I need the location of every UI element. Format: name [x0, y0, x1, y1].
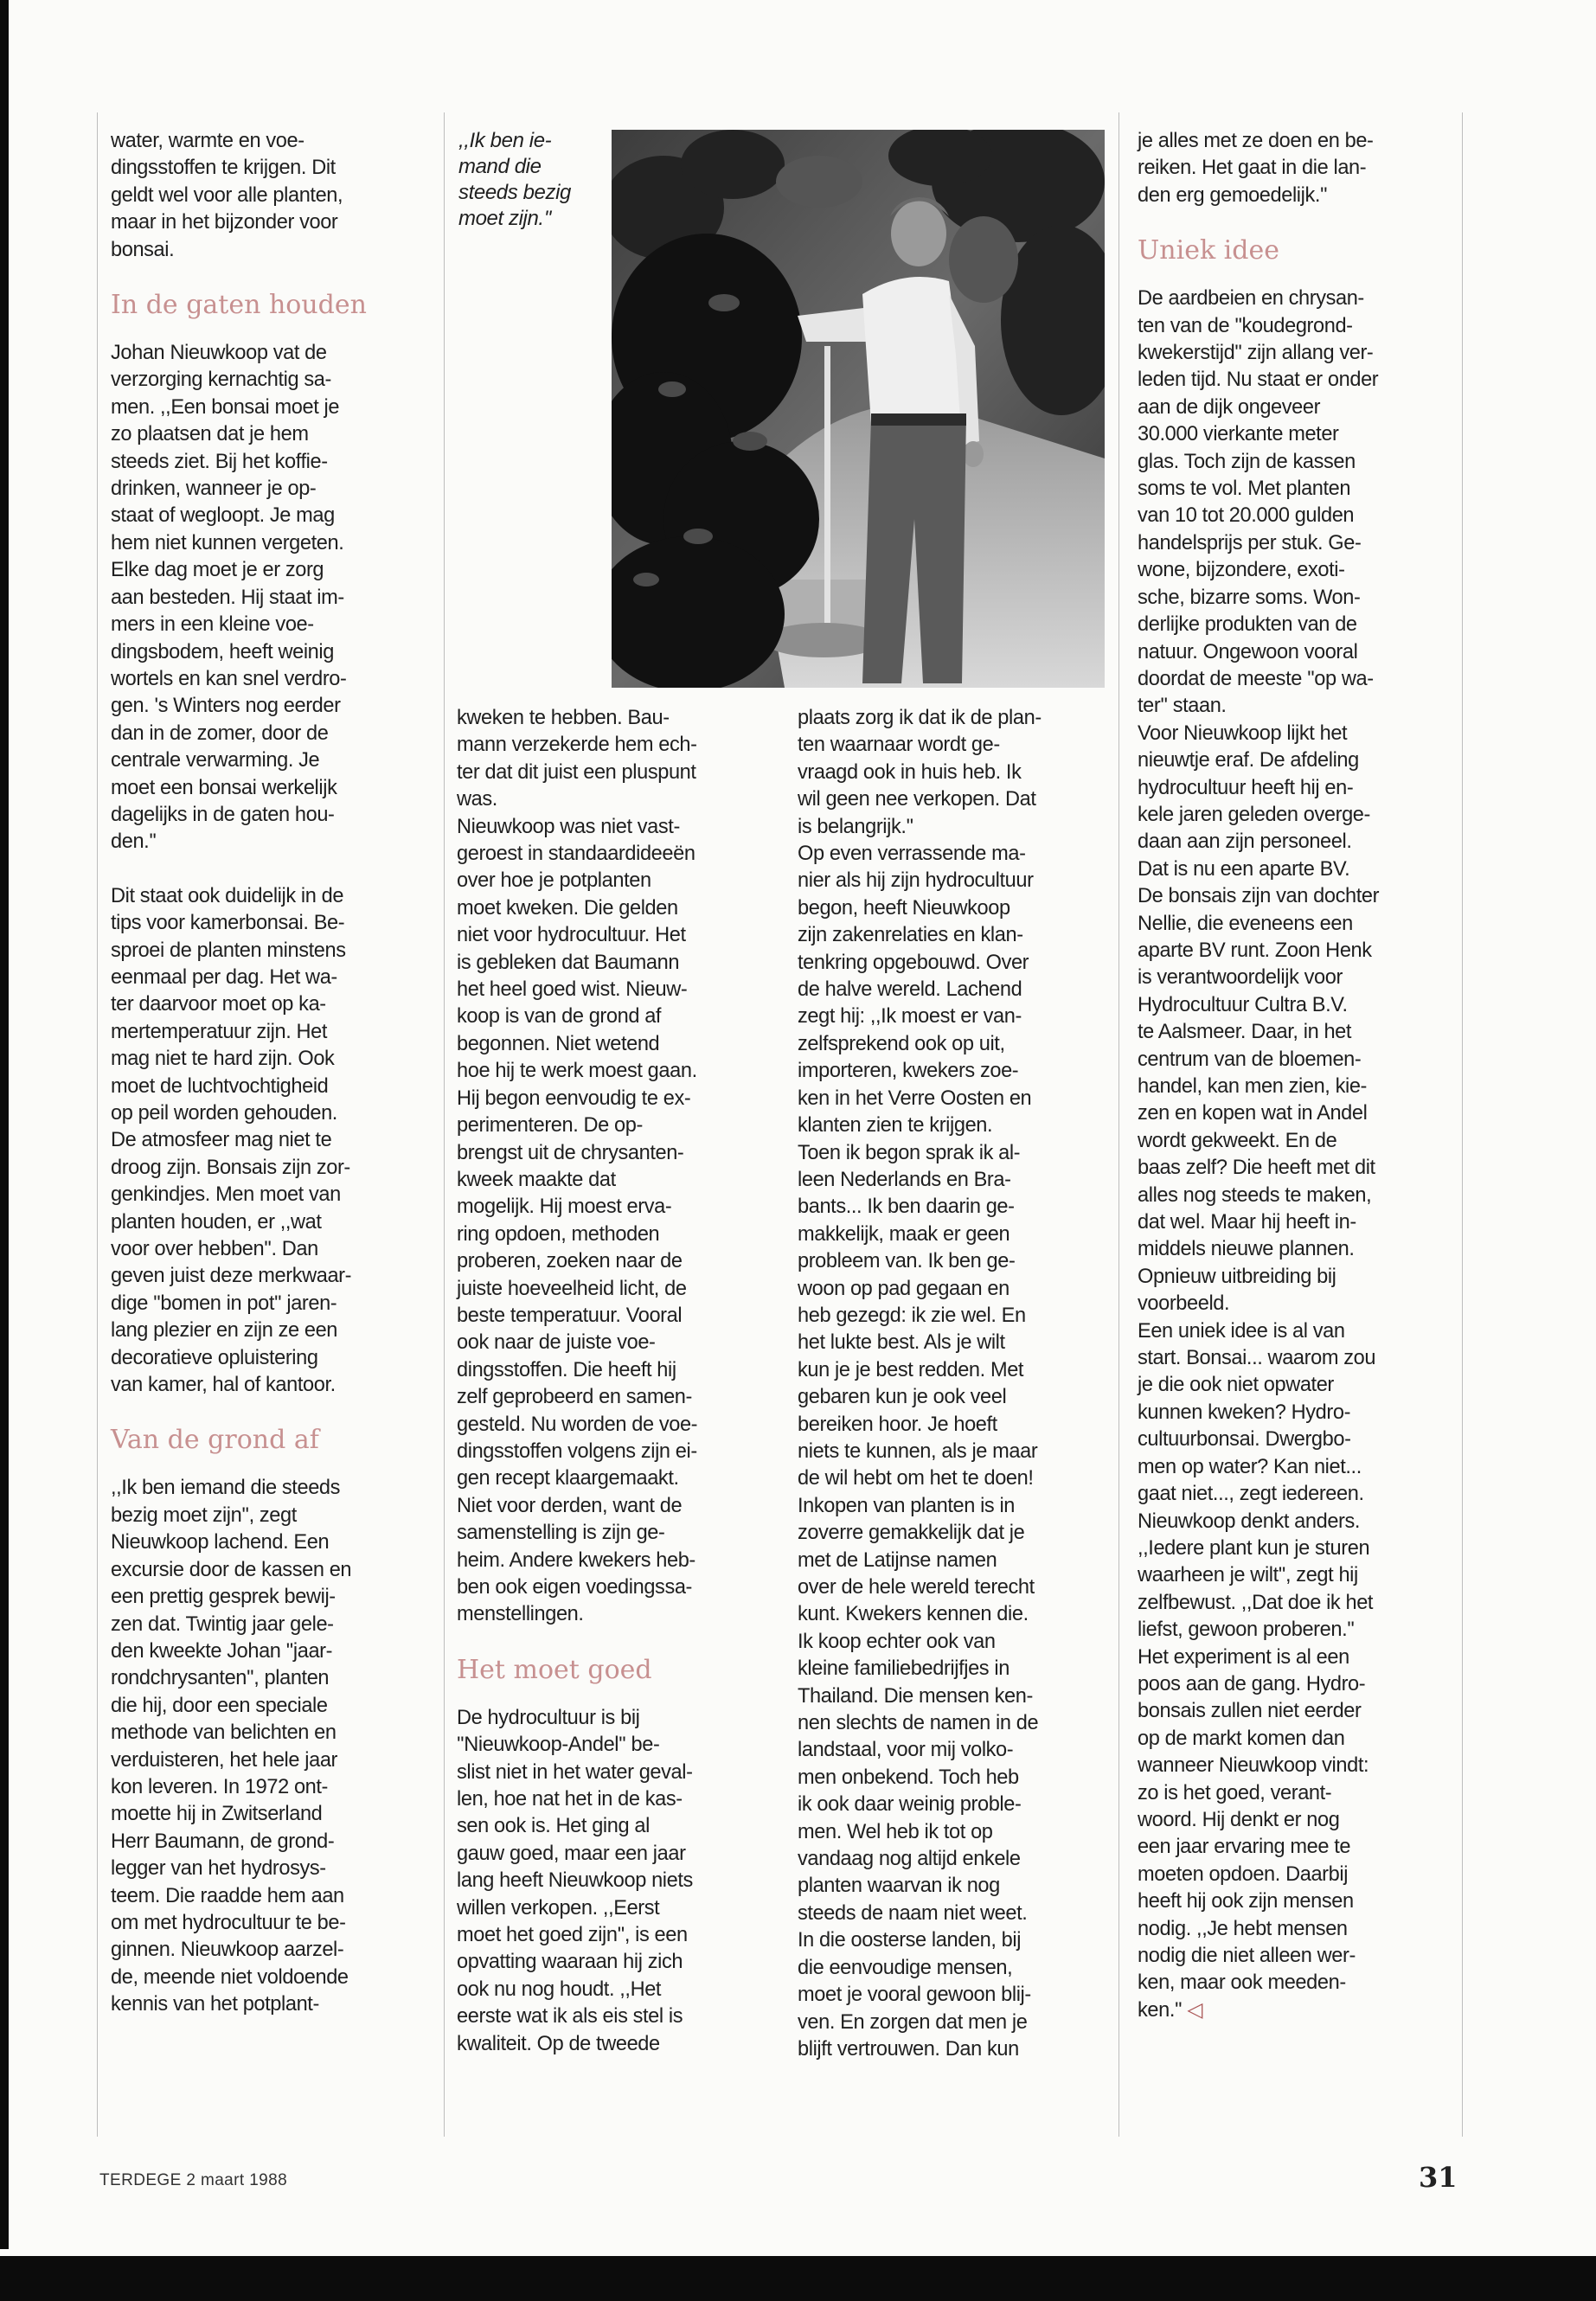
paragraph: plaats zorg ik dat ik de plan- ten waarnaar wordt ge- vraagd ook in huis heb. Ik wil geen nee verkopen. Dat is belangrijk.'' — [798, 707, 1042, 838]
column-3 — [798, 705, 1109, 2063]
paragraph: De aardbeien en chrysan- ten van de ''koudegrond- kwekerstijd'' zijn allang ver- leden tijd. Nu staat er onder aan de dijk ongeveer 30.000 vierkante meter glas. Toch zijn de kassen soms te vol. Met planten van 10 tot 20.000 gulden handelsprijs per stuk. Ge- wone, bijzondere, exoti- sche, bizarre soms. Won- derlijke produkten van de natuur. Ongewoon vooral doordat de meeste ''op wa- ter'' staan. — [1138, 287, 1379, 718]
column-rule — [444, 112, 445, 2137]
paragraph: Johan Nieuwkoop vat de verzorging kernachtig sa- men. ,,Een bonsai moet je zo plaatsen dat je hem steeds ziet. Bij het koffie- drinken, wanneer je op- staat of wegloopt. Je mag hem niet kunnen vergeten. Elke dag moet je er zorg aan besteden. Hij staat im- mers in een kleine voe- dingsbodem, heeft weinig wortels en kan snel verdro- gen. 's Winters nog eerder dan in de zomer, door de centrale verwarming. Je moet een bonsai werkelijk dagelijks in de gaten hou- den.'' — [111, 342, 347, 854]
paragraph: Dit staat ook duidelijk in de tips voor kamerbonsai. Be- sproei de planten minstens eenmaal per dag. Het wa- ter daarvoor moet op ka- mertemperatuur zijn. Het mag niet te hard zijn. Ook moet de luchtvochtigheid op peil worden gehouden. De atmosfeer mag niet te droog zijn. Bonsais zijn zor- genkindjes. Men moet van planten houden, er ,,wat voor over hebben''. Dan geven juist deze merkwaar- dige ''bomen in pot'' jaren- lang plezier en zijn ze een decoratieve opluistering van kamer, hal of kantoor. — [111, 884, 352, 1397]
paragraph — [1138, 1318, 1458, 2025]
page-number: 31 — [1419, 2161, 1458, 2194]
scan-edge-bottom — [0, 2256, 1596, 2301]
column-rule — [1118, 112, 1119, 2137]
subheading: In de gaten houden — [111, 290, 367, 321]
column-4 — [1138, 128, 1458, 2024]
pull-quote: ,,Ik ben ie- mand die steeds bezig moet zijn.'' — [458, 129, 571, 230]
paragraph: je alles met ze doen en be- reiken. Het gaat in die lan- den erg gemoedelijk.'' — [1138, 130, 1374, 207]
subheading: Van de grond af — [111, 1425, 319, 1456]
column-rule — [97, 112, 98, 2137]
paragraph: ,,Ik ben iemand die steeds bezig moet zijn'', zegt Nieuwkoop lachend. Een excursie door de kassen en een prettig gesprek bewij- zen dat. Twintig jaar gele- den kweekte Johan ''jaar- rondchrysanten'', planten die hij, door een speciale methode van belichten en verduisteren, het hele jaar kon leveren. In 1972 ont- moette hij in Zwitserland Herr Baumann, de grond- legger van het hydrosys- teem. Die raadde hem aan om met hydrocultuur te be- ginnen. Nieuwkoop aarzel- de, meende niet voldoende kennis van het potplant- — [111, 1477, 352, 2016]
column-1 — [111, 128, 431, 2019]
column-rule — [1462, 112, 1463, 2137]
paragraph: Op even verrassende ma- nier als hij zijn hydrocultuur begon, heeft Nieuwkoop zijn zakenrelaties en klan- tenkring opgebouwd. Over de halve wereld. Lachend zegt hij: ,,Ik moest er van- zelfsprekend ook op uit, importeren, kwekers zoe- ken in het Verre Oosten en klanten zien te krijgen. Toen ik begon sprak ik al- leen Nederlands en Bra- bants... Ik ben daarin ge- makkelijk, maak er geen probleem van. Ik ben ge- woon op pad gegaan en heb gezegd: ik zie wel. En het lukte best. Als je wilt kun je je best redden. Met gebaren kun je ook veel bereiken hoor. Je hoeft niets te kunnen, als je maar de wil hebt om het te doen! Inkopen van planten is in zoverre gemakkelijk dat je met de Latijnse namen over de hele wereld terecht kunt. Kwekers kennen die. Ik koop echter ook van kleine familiebedrijfjes in Thailand. Die mensen ken- nen slechts de namen in de landstaal, voor mij volko- men onbekend. Toch heb ik ook daar weinig proble- men. Wel heb ik tot op vandaag nog altijd enkele planten waarvan ik nog steeds de naam niet weet. In die oosterse landen, bij die eenvoudige mensen, moet je vooral gewoon blij- ven. En zorgen dat men je blijft vertrouwen. Dan kun — [798, 843, 1039, 2061]
photo-man-in-greenhouse-icon — [612, 130, 1105, 688]
paragraph: water, warmte en voe- dingsstoffen te krijgen. Dit geldt wel voor alle planten, maar in het bijzonder voor bonsai. — [111, 130, 343, 261]
column-2 — [457, 705, 760, 2058]
paragraph: Niet voor derden, want de samenstelling is zijn ge- heim. Andere kwekers heb- ben ook eigen voedingssa- menstellingen. — [457, 1494, 695, 1626]
paragraph-text: Een uniek idee is al van start. Bonsai... waarom zou je die ook niet opwater kunnen kweken? Hydro- cultuurbonsai. Dwergbo- men op water? Kan niet... gaat niet..., zegt iedereen. Nieuwkoop denkt anders. ,,Iedere plant kun je sturen waarheen je wilt'', zegt hij zelfbewust. ,,Dat doe ik het liefst, gewoon proberen.'' Het experiment is al een poos aan de gang. Hydro- bonsais zullen niet eerder op de markt komen dan wanneer Nieuwkoop vindt: zo is het goed, verant- woord. Hij denkt er nog een jaar ervaring mee te moeten opdoen. Daarbij heeft hij ook zijn mensen nodig. ,,Je hebt mensen nodig die niet alleen wer- ken, maar ook meeden- ken.'' — [1138, 1319, 1376, 2022]
paragraph: Voor Nieuwkoop lijkt het nieuwtje eraf. De afdeling hydrocultuur heeft hij en- kele jaren geleden overge- daan aan zijn personeel. Dat is nu een aparte BV. De bonsais zijn van dochter Nellie, die eveneens een aparte BV runt. Zoon Henk is verantwoordelijk voor Hydrocultuur Cultra B.V. te Aalsmeer. Daar, in het centrum van de bloemen- handel, kan men zien, kie- zen en kopen wat in Andel wordt gekweekt. En de baas zelf? Die heeft met dit alles nog steeds te maken, dat wel. Maar hij heeft in- middels nieuwe plannen. Opnieuw uitbreiding bij voorbeeld. — [1138, 721, 1380, 1316]
paragraph: Nieuwkoop was niet vast- geroest in standaardideeën over hoe je potplanten moet kweken. Die gelden niet voor hydrocultuur. Het is gebleken dat Baumann het heel goed wist. Nieuw- koop is van de grond af begonnen. Niet wetend hoe hij te werk moest gaan. Hij begon eenvoudig te ex- perimenteren. De op- brengst uit de chrysanten- kweek maakte dat mogelijk. Hij moest erva- ring opdoen, methoden proberen, zoeken naar de juiste hoeveelheid licht, de beste temperatuur. Vooral ook naar de juiste voe- dingsstoffen. Die heeft hij zelf geprobeerd en samen- gesteld. Nu worden de voe- dingsstoffen volgens zijn ei- gen recept klaargemaakt. — [457, 815, 698, 1490]
publication-footer: TERDEGE 2 maart 1988 — [99, 2171, 288, 2189]
paragraph: De hydrocultuur is bij ''Nieuwkoop-Andel'' be- slist niet in het water geval- len, hoe nat het in de kas- sen ook is. Het ging al gauw goed, maar een jaar lang heeft Nieuwkoop niets willen verkopen. ,,Eerst moet het goed zijn'', is een opvatting waaraan hij zich ook nu nog houdt. ,,Het eerste wat ik als eis stel is kwaliteit. Op de tweede — [457, 1706, 693, 2055]
scan-edge-left — [0, 0, 9, 2249]
subheading: Het moet goed — [457, 1654, 652, 1685]
photo-man-in-greenhouse — [612, 130, 1105, 688]
subheading: Uniek idee — [1138, 235, 1279, 266]
end-mark-icon: ◁ — [1187, 1998, 1203, 2022]
paragraph: kweken te hebben. Bau- mann verzekerde hem ech- ter dat dit juist een pluspunt was. — [457, 707, 697, 811]
